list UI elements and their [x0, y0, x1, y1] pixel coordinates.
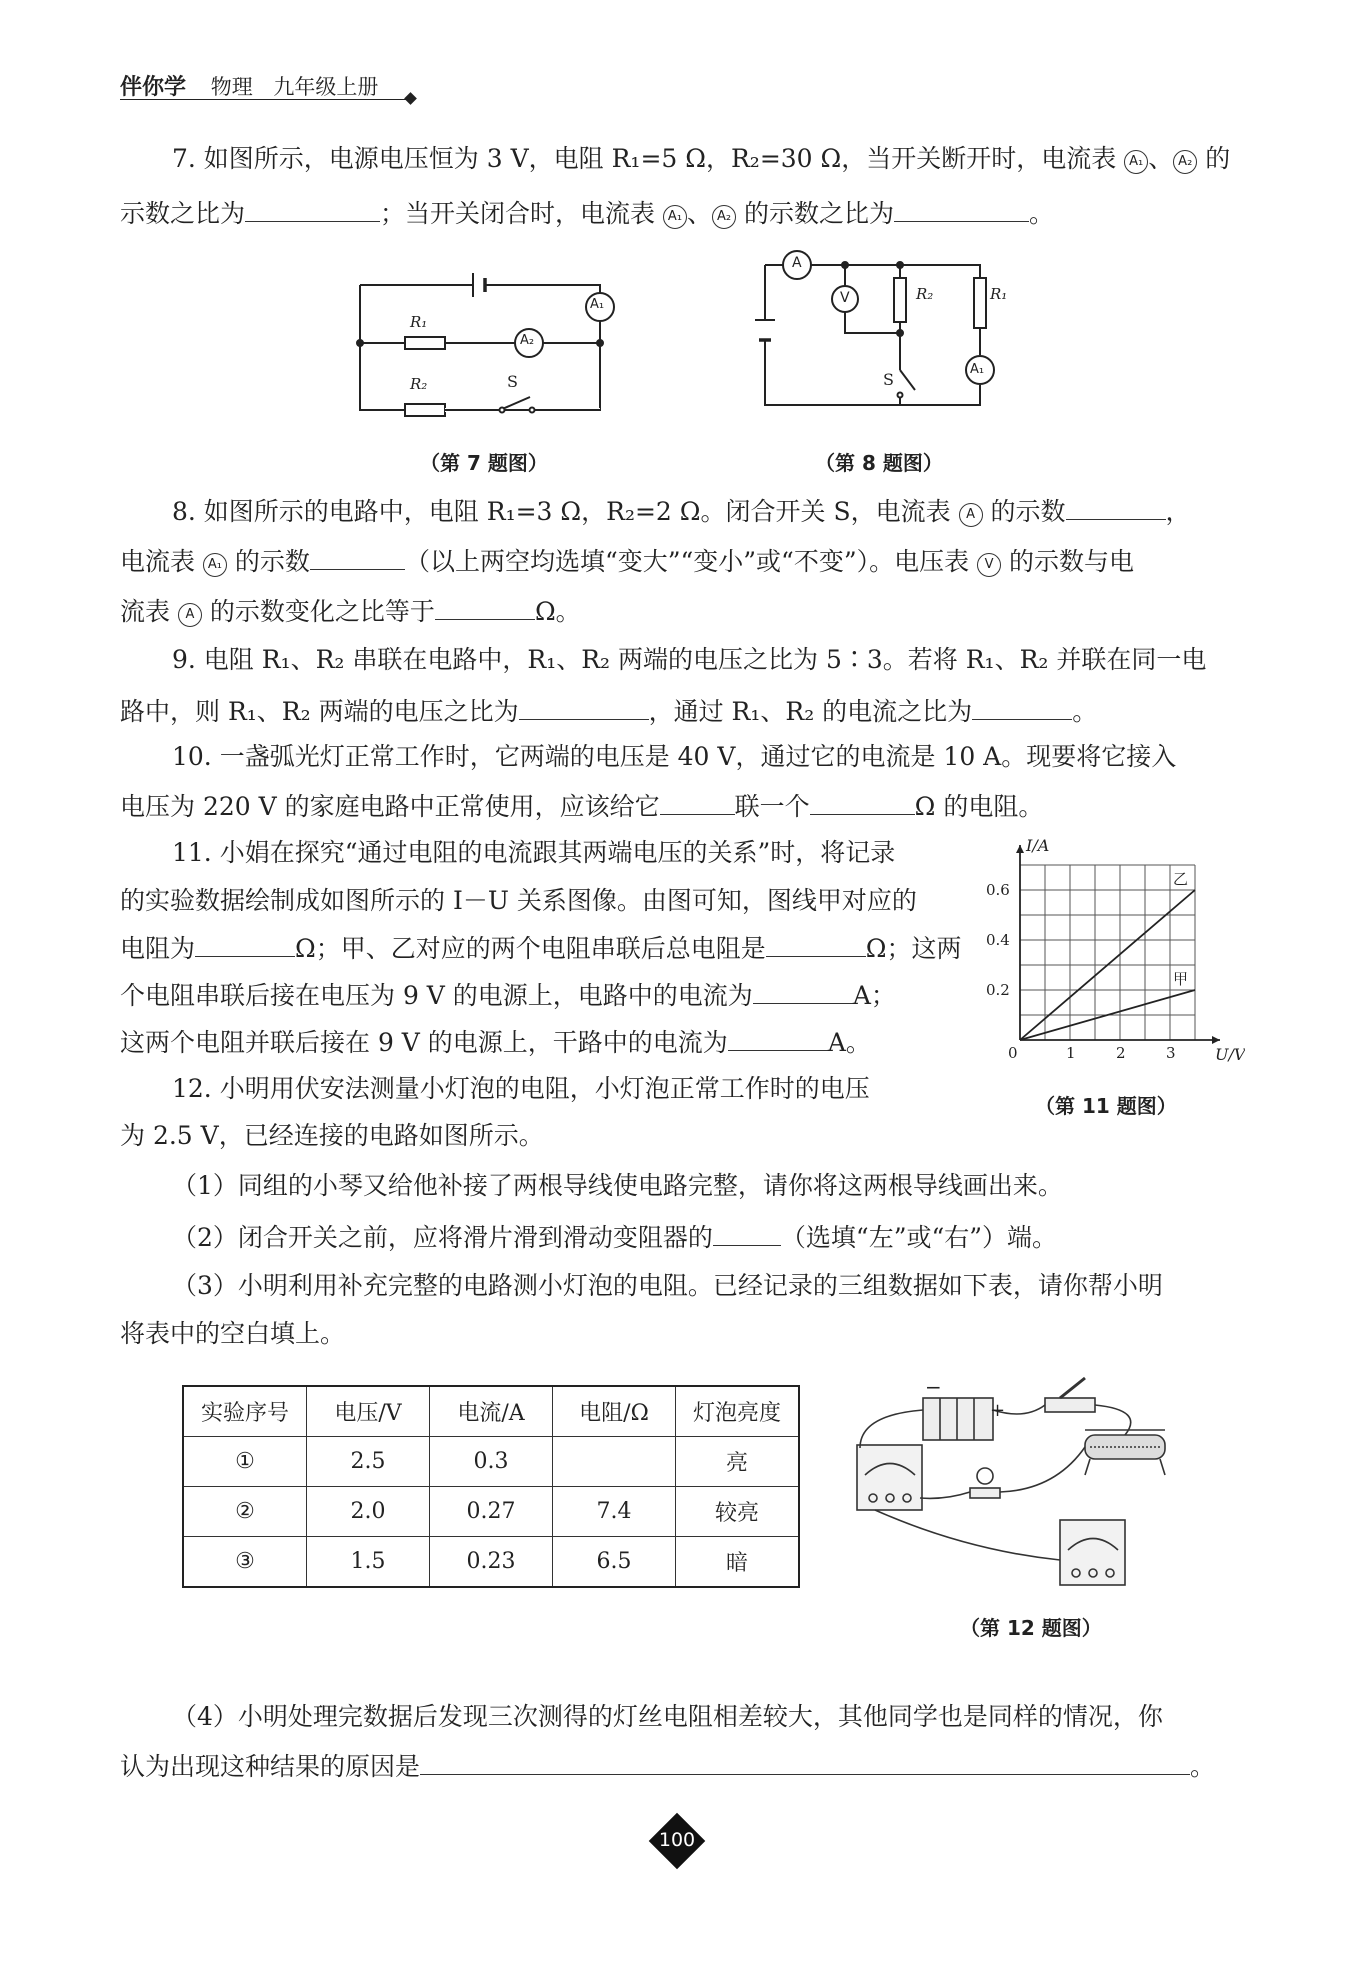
table-cell: 2.5	[307, 1437, 430, 1487]
subject: 物理	[210, 75, 253, 99]
q11-line4: 个电阻串联后接在电压为 9 V 的电源上，电路中的电流为 A；	[120, 977, 896, 1013]
x-tick-label: 2	[1116, 1044, 1126, 1062]
header-rule	[120, 99, 410, 100]
table-cell-blank[interactable]	[553, 1437, 676, 1487]
y-axis-arrow	[1016, 845, 1024, 853]
q12-part3-line1: （3）小明利用补充完整的电路测小灯泡的电阻。已经记录的三组数据如下表，请你帮小明	[172, 1271, 1163, 1300]
table-cell: 6.5	[553, 1537, 676, 1588]
header-diamond	[404, 92, 417, 105]
y-tick-label: 0.4	[986, 931, 1010, 949]
fig7-switch-label: S	[507, 372, 518, 391]
battery-icon	[923, 1398, 993, 1440]
answer-blank[interactable]	[435, 593, 535, 620]
answer-blank[interactable]	[420, 1748, 1190, 1775]
table-cell: 1.5	[307, 1537, 430, 1588]
voltmeter-device-icon	[1060, 1520, 1125, 1585]
x-axis-label: U/V	[1215, 1045, 1245, 1064]
table-header: 灯泡亮度	[676, 1386, 800, 1437]
q7-line2: 示数之比为 ；当开关闭合时，电流表 A₁ 、 A₂ 的示数之比为 。	[120, 195, 1054, 231]
q12-part4-line1: （4）小明处理完数据后发现三次测得的灯丝电阻相差较大，其他同学也是同样的情况，你	[172, 1702, 1163, 1731]
q10-line2: 电压为 220 V 的家庭电路中正常使用，应该给它 联一个 Ω 的电阻。	[120, 788, 1043, 824]
fig8-circuit	[755, 250, 1015, 420]
answer-blank[interactable]	[195, 930, 295, 957]
grade: 九年级上册	[273, 75, 379, 99]
answer-blank[interactable]	[810, 788, 915, 815]
fig7-a1-label: A₁	[590, 297, 605, 312]
table-cell: 0.27	[430, 1487, 553, 1537]
fig8-r2-label: R₂	[916, 285, 934, 303]
ammeter-a1-icon: A₁	[1124, 150, 1148, 174]
series-label: 乙	[1173, 870, 1189, 888]
switch-icon	[1045, 1378, 1095, 1412]
ammeter-a1-icon: A₁	[203, 553, 227, 577]
table-cell: ①	[183, 1437, 307, 1487]
table-cell: ③	[183, 1537, 307, 1588]
q8-line1: 8. 如图所示的电路中，电阻 R₁=3 Ω，R₂=2 Ω。闭合开关 S，电流表 A 的示数 ，	[120, 493, 1191, 529]
answer-blank[interactable]	[972, 693, 1072, 720]
fig8-switch-label: S	[883, 370, 894, 389]
q9-line1: 9. 电阻 R₁、R₂ 串联在电路中，R₁、R₂ 两端的电压之比为 5∶3。若将 R₁、R₂ 并联在同一电	[172, 645, 1207, 674]
q10-line1: 10. 一盏弧光灯正常工作时，它两端的电压是 40 V，通过它的电流是 10 A。现要将它接入	[172, 742, 1177, 771]
fig7-r2-label: R₂	[410, 375, 428, 393]
table-cell: 亮	[676, 1437, 800, 1487]
x-tick-label: 0	[1008, 1044, 1018, 1062]
y-tick-label: 0.2	[986, 981, 1010, 999]
q11-line3: 电阻为 Ω；甲、乙对应的两个电阻串联后总电阻是 Ω；这两	[120, 930, 961, 966]
table-cell: 较亮	[676, 1487, 800, 1537]
lamp-icon	[970, 1468, 1000, 1498]
table-cell: 7.4	[553, 1487, 676, 1537]
table-cell: 0.23	[430, 1537, 553, 1588]
fig8-a-label: A	[792, 255, 802, 271]
data-table	[182, 1385, 800, 1588]
table-row	[183, 1537, 799, 1588]
fig12-apparatus	[845, 1370, 1185, 1610]
table-header: 电压/V	[307, 1386, 430, 1437]
battery-plus-label: +	[990, 1400, 1006, 1421]
q12-line2: 为 2.5 V，已经连接的电路如图所示。	[120, 1121, 544, 1150]
answer-blank[interactable]	[245, 195, 380, 222]
rheostat-icon	[1085, 1430, 1165, 1475]
q8-line2: 电流表 A₁ 的示数 （以上两空均选填“变大”“变小”或“不变”）。电压表 V 的示数与电	[120, 543, 1134, 579]
fig7-r1-label: R₁	[410, 313, 428, 331]
table-cell: ②	[183, 1487, 307, 1537]
table-header: 实验序号	[183, 1386, 307, 1437]
fig8-a1-label: A₁	[970, 362, 985, 377]
q12-line1: 12. 小明用伏安法测量小灯泡的电阻，小灯泡正常工作时的电压	[172, 1074, 870, 1103]
q12-part1: （1）同组的小琴又给他补接了两根导线使电路完整，请你将这两根导线画出来。	[172, 1171, 1063, 1200]
ammeter-a1-icon: A₁	[663, 205, 687, 229]
table-cell: 暗	[676, 1537, 800, 1588]
answer-blank[interactable]	[660, 788, 735, 815]
ammeter-a2-icon: A₂	[712, 205, 736, 229]
answer-blank[interactable]	[766, 930, 866, 957]
table-cell: 2.0	[307, 1487, 430, 1537]
answer-blank[interactable]	[1066, 493, 1166, 520]
table-header-row	[183, 1386, 799, 1437]
answer-blank[interactable]	[753, 977, 853, 1004]
q7-line1: 7. 如图所示，电源电压恒为 3 V，电阻 R₁=5 Ω，R₂=30 Ω，当开关断开时，电流表 A₁ 、 A₂ 的	[172, 144, 1231, 173]
battery-minus-label: −	[925, 1375, 942, 1399]
y-tick-label: 0.6	[986, 881, 1010, 899]
q11-line5: 这两个电阻并联后接在 9 V 的电源上，干路中的电流为 A。	[120, 1024, 871, 1060]
answer-blank[interactable]	[713, 1219, 781, 1246]
x-tick-label: 1	[1066, 1044, 1076, 1062]
q9-line2: 路中，则 R₁、R₂ 两端的电压之比为 ，通过 R₁、R₂ 的电流之比为 。	[120, 693, 1097, 729]
q11-line1: 11. 小娟在探究“通过电阻的电流跟其两端电压的关系”时，将记录	[172, 838, 896, 867]
fig12-caption: （第 12 题图）	[960, 1616, 1102, 1640]
ammeter-a2-icon: A₂	[1173, 150, 1197, 174]
fig8-v-label: V	[840, 290, 850, 306]
running-header	[120, 70, 378, 101]
fig11-iu-chart	[985, 835, 1245, 1075]
table-header: 电流/A	[430, 1386, 553, 1437]
table-cell: 0.3	[430, 1437, 553, 1487]
q12-part2: （2）闭合开关之前，应将滑片滑到滑动变阻器的 （选填“左”或“右”）端。	[120, 1219, 1057, 1255]
table-row	[183, 1437, 799, 1487]
ammeter-a-icon: A	[959, 503, 983, 527]
ammeter-a-icon: A	[178, 603, 202, 627]
answer-blank[interactable]	[310, 543, 405, 570]
x-tick-label: 3	[1166, 1044, 1176, 1062]
page-number: 100	[658, 1829, 696, 1851]
table-header: 电阻/Ω	[553, 1386, 676, 1437]
q8-line3: 流表 A 的示数变化之比等于 Ω。	[120, 593, 581, 629]
brand: 伴你学	[120, 75, 187, 100]
fig8-caption: （第 8 题图）	[815, 451, 943, 475]
ammeter-device-icon	[857, 1445, 922, 1510]
y-axis-label: I/A	[1026, 836, 1050, 855]
fig8-r1-label: R₁	[990, 285, 1008, 303]
fig7-a2-label: A₂	[520, 333, 535, 348]
answer-blank[interactable]	[728, 1024, 828, 1051]
fig11-caption: （第 11 题图）	[1035, 1094, 1177, 1118]
x-axis-arrow	[1212, 1036, 1220, 1044]
voltmeter-v-icon: V	[977, 553, 1001, 577]
q11-line2: 的实验数据绘制成如图所示的 I－U 关系图像。由图可知，图线甲对应的	[120, 886, 917, 915]
answer-blank[interactable]	[519, 693, 649, 720]
answer-blank[interactable]	[894, 195, 1029, 222]
series-label: 甲	[1173, 970, 1189, 988]
fig7-caption: （第 7 题图）	[420, 451, 548, 475]
q12-part3-line2: 将表中的空白填上。	[120, 1319, 346, 1348]
q12-part4-line2: 认为出现这种结果的原因是 。	[120, 1748, 1215, 1784]
table-row	[183, 1487, 799, 1537]
fig7-circuit	[350, 255, 630, 420]
